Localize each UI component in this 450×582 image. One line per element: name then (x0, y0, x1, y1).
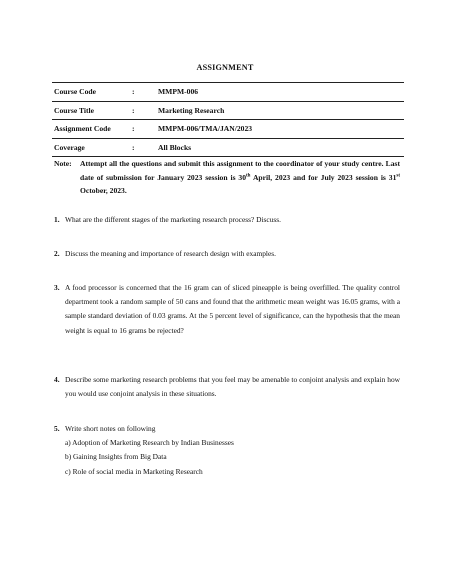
assignment-code-colon: : (132, 124, 135, 133)
course-title-value: Marketing Research (158, 105, 225, 115)
short-note-a: a) Adoption of Marketing Research by Indian Businesses (65, 438, 234, 448)
question-text: Write short notes on following (65, 424, 156, 433)
question-text: Discuss the meaning and importance of research design with examples. (65, 249, 276, 258)
course-code-label: Course Code (54, 87, 96, 96)
question-text: Describe some marketing research problems that you feel may be amenable to conjoint analysis and explain how you would use conjoint analysis in these situations. (65, 375, 400, 399)
question-text: A food processor is concerned that the 16 gram can of sliced pineapple is being overfilled. The quality control department took a random sample of 50 cans and found that the arithmetic mean weight was 16.05 grams, with a sample standard deviation of 0.03 grams. At the 5 percent level of significance, can the hypothesis that the mean weight is equal to 16 grams be rejected? (65, 283, 400, 335)
note-text (80, 157, 400, 198)
note-text-part1: Attempt all the questions and submit this assignment to the coordinator of your study centre. Last date of submission for January 2023 session is 30 (80, 159, 400, 182)
question-number: 2. (54, 249, 60, 258)
course-title-colon: : (132, 105, 135, 115)
course-info-table (52, 82, 404, 157)
note-superscript-th: th (246, 172, 251, 178)
submission-note (52, 157, 400, 198)
page-title: ASSIGNMENT (196, 63, 254, 72)
short-note-c: c) Role of social media in Marketing Research (65, 466, 203, 476)
question-number: 1. (54, 215, 60, 224)
course-title-row (52, 102, 404, 121)
assignment-code-label: Assignment Code (54, 124, 111, 133)
coverage-row (52, 139, 404, 157)
note-text-part3: October, 2023. (80, 186, 127, 195)
question-number: 5. (54, 424, 60, 433)
coverage-value: All Blocks (158, 142, 192, 152)
question-1 (54, 213, 400, 227)
question-number: 4. (54, 375, 60, 384)
course-code-value: MMPM-006 (158, 87, 199, 96)
course-title-label: Course Title (54, 105, 95, 115)
question-3 (54, 281, 400, 338)
note-text-part2: April, 2023 and for July 2023 session is 31 (250, 172, 397, 182)
short-note-b: b) Gaining Insights from Big Data (65, 452, 167, 462)
assignment-code-row (52, 120, 404, 139)
note-label: Note: (54, 159, 72, 168)
coverage-label: Coverage (54, 142, 85, 152)
assignment-code-value: MMPM-006/TMA/JAN/2023 (158, 124, 253, 133)
note-superscript-st: st (396, 172, 400, 178)
question-2 (54, 247, 400, 261)
question-4 (54, 373, 400, 401)
question-number: 3. (54, 283, 60, 292)
course-code-colon: : (132, 87, 135, 96)
question-5 (54, 422, 400, 479)
coverage-colon: : (132, 142, 135, 152)
course-code-row (52, 83, 404, 102)
question-text: What are the different stages of the marketing research process? Discuss. (65, 215, 281, 224)
